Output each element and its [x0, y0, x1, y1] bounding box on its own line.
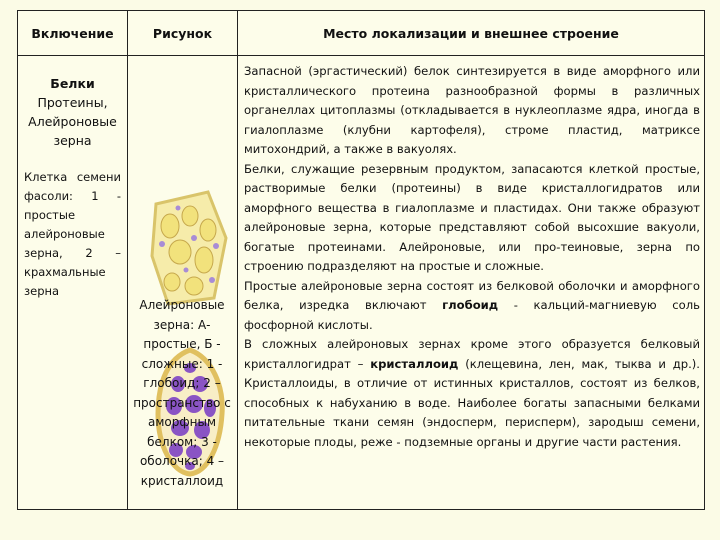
inclusion-title-bold: Белки: [50, 76, 95, 91]
inclusion-note: Клетка семени фасоли: 1 - простые алейроновые зерна, 2 – крахмальные зерна: [24, 170, 121, 298]
term-globoid: глобоид: [442, 298, 499, 312]
paragraph-4-start: В сложных алейроновых зернах кроме этого образуется белковый кристаллогидрат –: [244, 337, 700, 371]
paragraph-3-end: - кальций-магниевую соль фосфорной кислоты.: [244, 298, 700, 332]
header-location: Место локализации и внешнее строение: [238, 11, 705, 56]
term-crystalloid: кристаллоид: [370, 356, 459, 371]
paragraph-1: Запасной (эргастический) белок синтезируется в виде аморфного или кристаллического протеина разнообразной формы в различных органеллах цитоплазмы (откладывается в нуклеоплазме ядра, иногда в гиалоплазме (клубни картофеля), строме пластид, матриксе митохондрий, а также в вакуолях.: [244, 64, 700, 156]
bean-seed-cell-illustration: [150, 186, 228, 306]
content-row: [18, 56, 705, 510]
figure-cell: [128, 56, 238, 510]
inclusion-cell: [18, 56, 128, 510]
inclusion-title: [18, 74, 127, 150]
figure-area: [128, 56, 237, 506]
paragraph-2: Белки, служащие резервным продуктом, запасаются клеткой простые, растворимые белки (протеины) в виде кристаллогидратов или аморфного вещества в гиалоплазме и пластидах. Они также образуют алейроновые зерна, которые представляют собой высохшие вакуоли, богатые протеинами. Алейроновые, или про-теиновые, зерна по строению подразделяют на простые и сложные.: [244, 161, 700, 273]
header-row: [18, 11, 705, 56]
paragraph-3: [244, 277, 700, 336]
figure-caption: Алейроновые зерна: А- простые, Б - сложные: 1 - глобоид; 2 – пространство с аморфным белком; 3 - оболочка; 4 – кристаллоид: [133, 298, 231, 488]
description-cell: [238, 56, 705, 510]
paragraph-3-start: Простые алейроновые зерна состоят из белковой оболочки и аморфного белка, изредка включают: [244, 278, 700, 312]
header-figure: Рисунок: [128, 11, 238, 56]
header-inclusion: Включение: [18, 11, 128, 56]
inclusion-title-rest: Протеины, Алейроновые зерна: [28, 95, 117, 148]
inclusion-table: [17, 10, 705, 510]
paragraph-4-end: (клещевина, лен, мак, тыква и др.). Кристаллоиды, в отличие от истинных кристаллов, состоят из белков, способных к набуханию в воде. Наиболее богаты запасными белками питательные ткани семян (эндосперм, перисперм), зародыш семени, некоторые плоды, реже - подземные органы и другие части растения.: [244, 356, 700, 449]
paragraph-4: [244, 335, 700, 452]
description-text: [238, 56, 704, 452]
